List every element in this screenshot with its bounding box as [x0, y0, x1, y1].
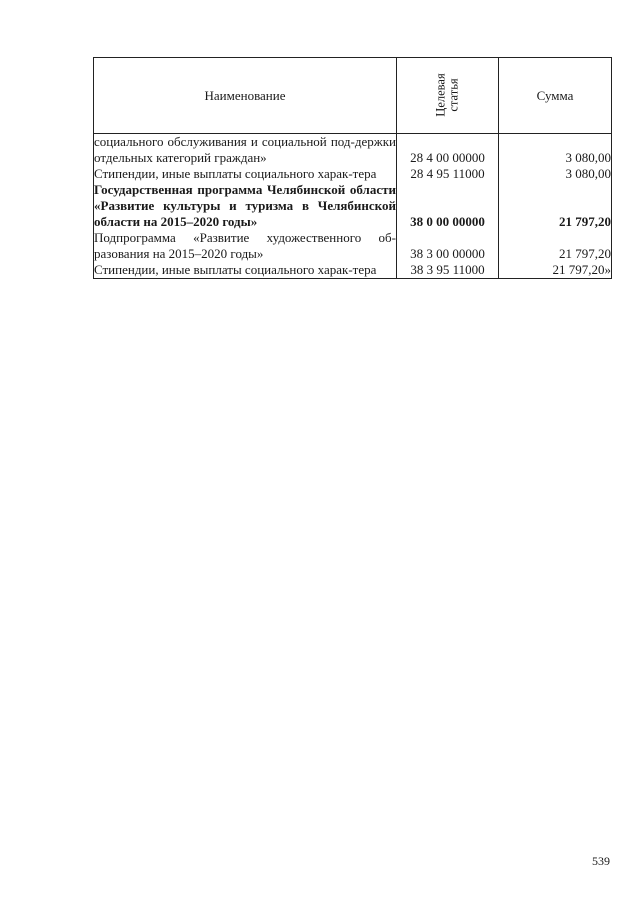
table-row [94, 166, 612, 182]
row-code: 28 4 95 11000 [397, 166, 499, 182]
row-code: 28 4 00 00000 [397, 134, 499, 167]
budget-table [93, 57, 612, 279]
table-row [94, 134, 612, 167]
header-sum: Сумма [499, 58, 612, 134]
page-number: 539 [592, 854, 610, 868]
row-name: социального обслуживания и социальной под-держки отдельных категорий граждан» [94, 134, 396, 165]
row-sum: 21 797,20 [499, 230, 612, 262]
table-row [94, 230, 612, 262]
row-sum: 3 080,00 [499, 134, 612, 167]
row-sum: 3 080,00 [499, 166, 612, 182]
header-row [94, 58, 612, 134]
row-code: 38 3 95 11000 [397, 262, 499, 279]
row-sum: 21 797,20 [499, 182, 612, 230]
header-code-line2: статья [446, 78, 461, 112]
row-sum: 21 797,20» [499, 262, 612, 279]
table-row [94, 182, 612, 230]
row-name: Стипендии, иные выплаты социального харак-тера [94, 166, 397, 182]
row-name: Государственная программа Челябинской области «Развитие культуры и туризма в Челябинской области на 2015–2020 годы» [94, 182, 396, 229]
row-name: Стипендии, иные выплаты социального харак-тера [94, 262, 397, 279]
row-code: 38 3 00 00000 [397, 230, 499, 262]
table-row [94, 262, 612, 279]
header-code [397, 58, 499, 134]
row-code: 38 0 00 00000 [397, 182, 499, 230]
header-code-line1: Целевая [433, 73, 448, 117]
header-name: Наименование [94, 58, 397, 134]
row-name: Подпрограмма «Развитие художественного об-разования на 2015–2020 годы» [94, 230, 396, 261]
